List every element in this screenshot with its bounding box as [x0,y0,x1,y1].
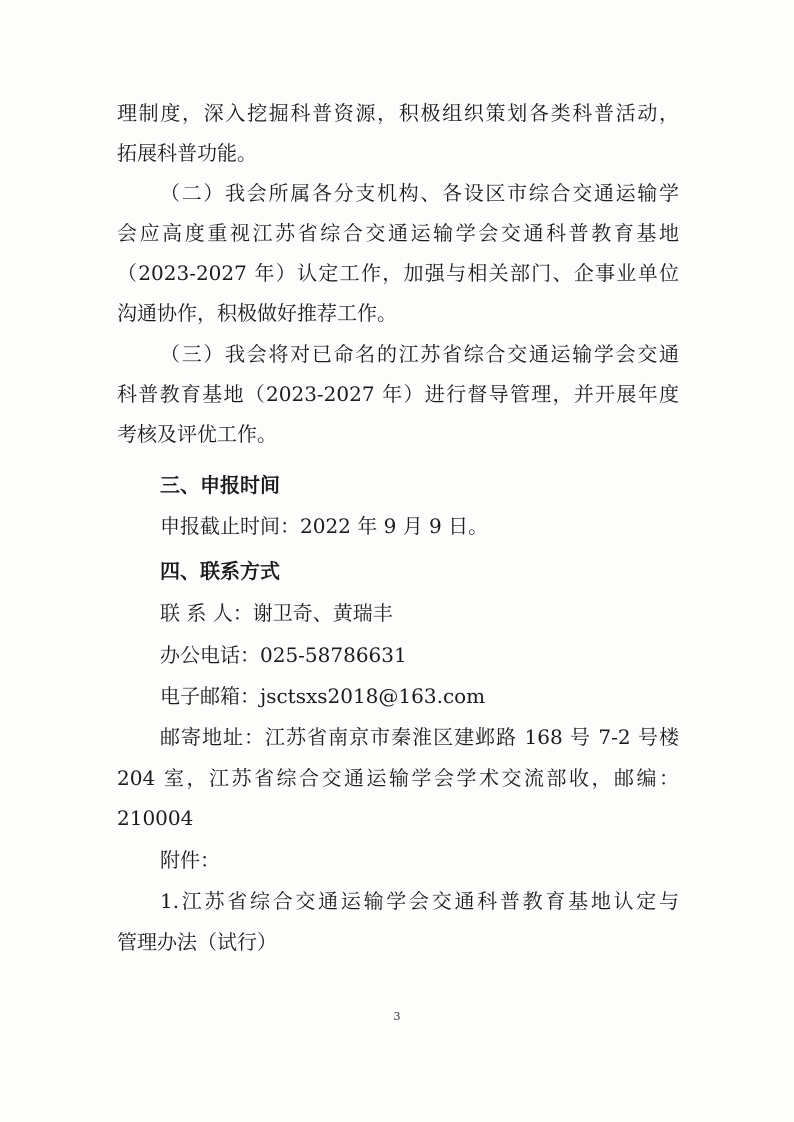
contact-email: 电子邮箱：jsctsxs2018@163.com [160,684,486,708]
deadline-text: 申报截止时间：2022 年 9 月 9 日。 [160,514,489,538]
para2-line1: （二）我会所属各分支机构、各设区市综合交通运输学 [160,181,679,205]
para3-line2: 科普教育基地（2023-2027 年）进行督导管理，并开展年度 [117,382,679,406]
page-number: 3 [393,1010,401,1023]
para1-line2: 拓展科普功能。 [117,141,257,165]
para3-line3: 考核及评优工作。 [117,422,277,446]
address-line3: 210004 [117,806,194,830]
attachment-item1-line2: 管理办法（试行） [117,930,277,954]
para1-line1: 理制度，深入挖掘科普资源，积极组织策划各类科普活动， [117,101,679,125]
address-line2: 204 室，江苏省综合交通运输学会学术交流部收，邮编： [117,766,679,790]
attachments-label: 附件： [160,848,220,872]
section4-heading: 四、联系方式 [160,559,280,583]
attachment-item1-line1: 1.江苏省综合交通运输学会交通科普教育基地认定与 [160,889,679,913]
para2-line3: （2023-2027 年）认定工作，加强与相关部门、企事业单位 [117,261,679,285]
para3-line1: （三）我会将对已命名的江苏省综合交通运输学会交通 [160,342,679,366]
para2-line2: 会应高度重视江苏省综合交通运输学会交通科普教育基地 [117,221,679,245]
contact-phone: 办公电话：025-58786631 [160,643,407,667]
section3-heading: 三、申报时间 [160,473,280,497]
contact-person: 联 系 人：谢卫奇、黄瑞丰 [160,601,393,625]
address-line1: 邮寄地址：江苏省南京市秦淮区建邺路 168 号 7-2 号楼 [160,725,679,749]
para2-line4: 沟通协作，积极做好推荐工作。 [117,301,397,325]
